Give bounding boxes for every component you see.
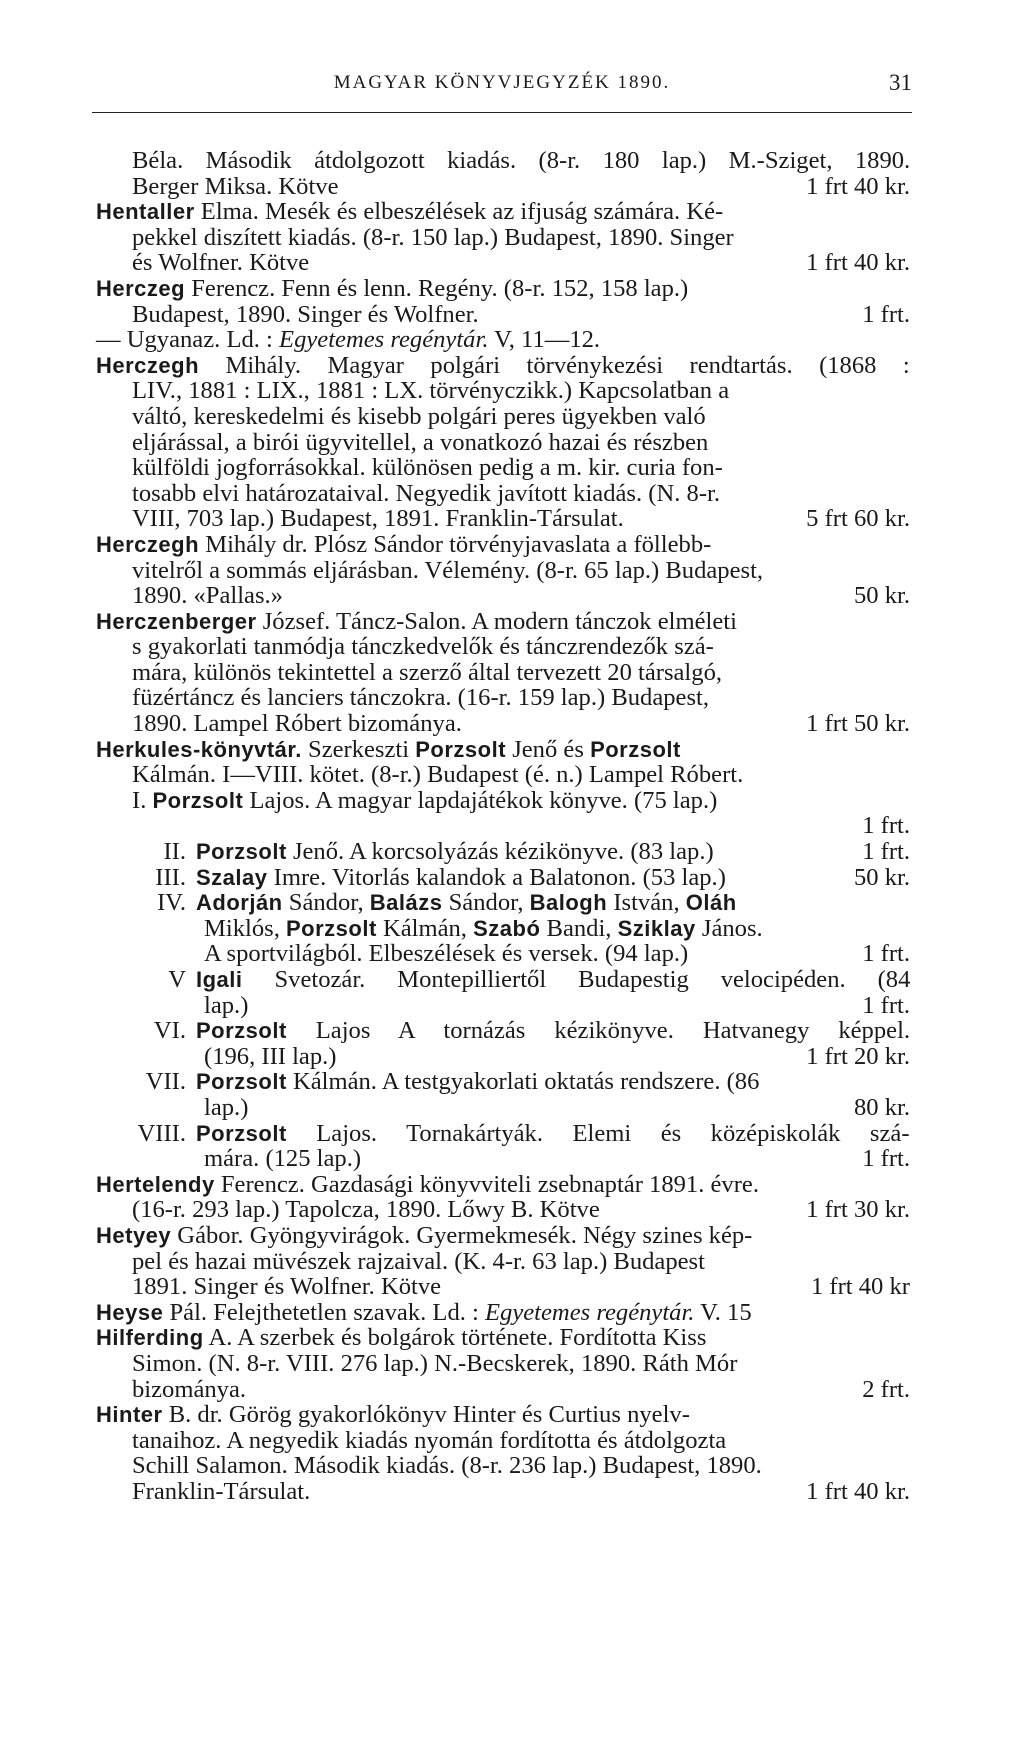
catalogue-line	[96, 1351, 910, 1377]
line-text	[132, 378, 729, 404]
catalogue-line	[96, 327, 910, 353]
line-text	[132, 711, 462, 737]
line-text	[96, 865, 726, 891]
entry-text: A sportvilágból. Elbeszélések és versek. (94 lap.)	[204, 940, 689, 968]
catalogue-line	[96, 506, 910, 532]
line-text	[132, 788, 717, 814]
catalogue-line	[96, 276, 910, 302]
line-text	[204, 1146, 361, 1172]
line-text	[132, 404, 706, 430]
entry-text: V. 15	[694, 1298, 752, 1326]
catalogue-line	[96, 916, 910, 942]
author-headword: Herczeg	[96, 275, 186, 301]
entry-text: Jenő és	[506, 735, 591, 763]
page-number: 31	[889, 70, 912, 95]
line-text	[132, 225, 734, 251]
entry-text: Imre. Vitorlás kalandok a Balatonon. (53 lap.)	[267, 863, 726, 891]
running-head	[92, 72, 912, 106]
catalogue-line	[96, 1479, 910, 1505]
catalogue-line	[96, 865, 910, 891]
catalogue-line	[96, 1069, 910, 1095]
author-headword: Heyse	[96, 1299, 164, 1325]
line-text	[132, 481, 720, 507]
line-text	[96, 609, 737, 635]
line-text	[132, 1197, 600, 1223]
volume-number: VI.	[153, 1017, 186, 1045]
entry-text: Lajos. Tornakártyák. Elemi és középiskolák szá-	[286, 1119, 910, 1147]
volume-number: II.	[163, 838, 186, 866]
catalogue-line	[96, 788, 910, 814]
author-headword: Hentaller	[96, 199, 195, 225]
entry-text: Schill Salamon. Második kiadás. (8-r. 236 lap.) Budapest, 1890.	[132, 1452, 762, 1480]
catalogue-line	[96, 353, 910, 379]
author-headword: Porzsolt	[152, 787, 244, 813]
line-text	[132, 148, 910, 174]
entry-text: Svetozár. Montepilliertől Budapestig velocipéden. (84	[242, 966, 911, 993]
entry-text: lap.)	[204, 991, 249, 1019]
entry-text: Simon. (N. 8-r. VIII. 276 lap.) N.-Becskerek, 1890. Ráth Mór	[132, 1349, 738, 1377]
catalogue-line	[96, 941, 910, 967]
entry-text: bizománya.	[132, 1375, 247, 1403]
entry-text: Miklós,	[204, 914, 286, 942]
entry-text: — Ugyanaz. Ld. :	[96, 326, 280, 354]
catalogue-line	[96, 1402, 910, 1428]
entry-text: Sándor,	[282, 889, 370, 917]
entry-text: mára. (125 lap.)	[204, 1145, 362, 1173]
catalogue-line	[96, 1018, 910, 1044]
volume-number: V	[168, 966, 186, 993]
price: 1 frt 50 kr.	[806, 710, 910, 738]
catalogue-line	[96, 1377, 910, 1403]
price: 1 frt.	[862, 838, 910, 866]
volume-number: IV.	[157, 889, 186, 917]
catalogue-entries	[96, 148, 910, 1504]
author-headword: Porzsolt	[590, 736, 681, 762]
catalogue-line	[96, 762, 910, 788]
entry-text: Pál. Felejthetetlen szavak. Ld. :	[163, 1298, 486, 1326]
catalogue-line	[96, 1121, 910, 1147]
catalogue-line	[96, 1274, 910, 1300]
author-headword: Balázs	[369, 890, 443, 916]
line-text	[132, 455, 723, 481]
author-headword: Hetyey	[96, 1222, 172, 1248]
catalogue-line	[96, 455, 910, 481]
author-headword: Hertelendy	[96, 1171, 215, 1197]
price: 1 frt 40 kr.	[806, 1477, 910, 1505]
catalogue-line	[96, 558, 910, 584]
line-text	[96, 1172, 759, 1198]
line-text	[96, 199, 723, 225]
entry-text: füzértáncz és lanciers tánczokra. (16-r. 159 lap.) Budapest,	[132, 684, 710, 712]
price: 1 frt.	[862, 812, 910, 840]
line-text	[96, 1223, 752, 1249]
author-headword: Porzsolt	[286, 915, 377, 941]
catalogue-line	[96, 1197, 910, 1223]
author-headword: Porzsolt	[196, 1069, 287, 1095]
author-headword: Szalay	[196, 864, 268, 890]
line-text	[96, 327, 600, 353]
author-headword: Szabó	[473, 915, 541, 941]
catalogue-line	[96, 993, 910, 1019]
catalogue-line	[96, 174, 910, 200]
catalogue-line	[96, 1249, 910, 1275]
price: 1 frt.	[862, 991, 910, 1019]
author-headword: Hilferding	[96, 1325, 204, 1351]
entry-text: Franklin-Társulat.	[132, 1477, 311, 1505]
line-text	[96, 839, 714, 865]
line-text	[96, 1300, 752, 1326]
entry-text: 1890. Lampel Róbert bizománya.	[132, 710, 462, 738]
entry-text: és Wolfner. Kötve	[132, 249, 310, 277]
line-text	[132, 1274, 441, 1300]
entry-text: Elma. Mesék és elbeszélések az ifjuság számára. Ké-	[194, 198, 724, 226]
line-text	[204, 1095, 248, 1121]
catalogue-line	[96, 1428, 910, 1454]
price: 1 frt 40 kr	[810, 1273, 910, 1301]
price: 1 frt 40 kr.	[806, 249, 910, 277]
line-text	[204, 1044, 336, 1070]
author-headword: Oláh	[685, 890, 737, 916]
author-headword: Porzsolt	[196, 1120, 287, 1146]
series-title: Egyetemes regénytár.	[485, 1298, 695, 1326]
catalogue-line	[96, 967, 910, 993]
catalogue-line	[96, 532, 910, 558]
author-headword: Herkules-könyvtár.	[96, 736, 302, 762]
catalogue-line	[96, 1172, 910, 1198]
catalogue-line	[96, 1325, 910, 1351]
entry-text: V, 11—12.	[488, 326, 601, 354]
line-text	[96, 1325, 706, 1351]
author-headword: Herczegh	[96, 531, 200, 557]
catalogue-line	[96, 148, 910, 174]
entry-text: I.	[132, 786, 153, 814]
catalogue-line	[96, 1453, 910, 1479]
catalogue-line	[96, 583, 910, 609]
line-text	[96, 1402, 690, 1428]
entry-text: (196, III lap.)	[204, 1042, 337, 1070]
entry-text: Béla. Második átdolgozott kiadás. (8-r. 180 lap.) M.-Sziget, 1890.	[132, 147, 911, 174]
author-headword: Herczenberger	[96, 608, 257, 634]
entry-text: eljárással, a birói ügyvitellel, a vonatkozó hazai és részben	[132, 428, 709, 456]
series-title: Egyetemes regénytár.	[279, 326, 489, 354]
author-headword: Porzsolt	[196, 1018, 287, 1044]
line-text	[132, 1351, 737, 1377]
entry-text: Budapest, 1890. Singer és Wolfner.	[132, 300, 479, 328]
author-headword: Adorján	[196, 890, 283, 916]
entry-text: pekkel diszített kiadás. (8-r. 150 lap.) Budapest, 1890. Singer	[132, 223, 734, 251]
entry-text: Sándor,	[442, 889, 530, 917]
entry-text: B. dr. Görög gyakorlókönyv Hinter és Curtius nyelv-	[162, 1401, 690, 1429]
line-text	[132, 250, 309, 276]
catalogue-line	[96, 1095, 910, 1121]
line-text	[132, 660, 722, 686]
line-text	[132, 558, 763, 584]
line-text	[96, 967, 910, 993]
catalogue-line	[96, 302, 910, 328]
author-headword: Herczegh	[96, 352, 200, 378]
entry-text: 1890. «Pallas.»	[132, 582, 283, 610]
entry-text: tanaihoz. A negyedik kiadás nyomán fordította és átdolgozta	[132, 1426, 727, 1454]
price: 1 frt 30 kr.	[806, 1196, 910, 1224]
author-headword: Igali	[196, 967, 243, 992]
price: 50 kr.	[853, 863, 910, 891]
entry-text: vitelről a sommás eljárásban. Vélemény. (8-r. 65 lap.) Budapest,	[132, 556, 764, 584]
line-text	[204, 916, 763, 942]
line-text	[96, 276, 688, 302]
price: 50 kr.	[853, 582, 910, 610]
line-text	[132, 583, 283, 609]
line-text	[132, 174, 339, 200]
line-text	[132, 1377, 246, 1403]
catalogue-line	[96, 711, 910, 737]
line-text	[204, 941, 688, 967]
entry-text: Kálmán. I—VIII. kötet. (8-r.) Budapest (é. n.) Lampel Róbert.	[132, 761, 744, 789]
line-text	[132, 685, 709, 711]
entry-text: s gyakorlati tanmódja tánczkedvelők és tánczrendezők szá-	[132, 633, 714, 661]
header-rule	[92, 112, 912, 113]
line-text	[96, 1121, 910, 1147]
line-text	[96, 1069, 759, 1095]
line-text	[132, 634, 714, 660]
catalogue-line	[96, 250, 910, 276]
catalogue-line	[96, 1300, 910, 1326]
price: 80 kr.	[853, 1093, 910, 1121]
entry-text: 1891. Singer és Wolfner. Kötve	[132, 1273, 442, 1301]
price: 2 frt.	[862, 1375, 910, 1403]
author-headword: Sziklay	[617, 915, 696, 941]
line-text	[132, 430, 708, 456]
entry-text: tosabb elvi határozataival. Negyedik javított kiadás. (N. 8-r.	[132, 479, 721, 507]
line-text	[132, 506, 624, 532]
line-text	[132, 1428, 726, 1454]
entry-text: Lajos. A magyar lapdajátékok könyve. (75 lap.)	[243, 786, 718, 814]
line-text	[204, 993, 248, 1019]
line-text	[96, 353, 910, 379]
price: 5 frt 60 kr.	[806, 505, 910, 533]
catalogue-line	[96, 1044, 910, 1070]
entry-text: Mihály dr. Plósz Sándor törvényjavaslata a föllebb-	[199, 530, 712, 558]
catalogue-line	[96, 813, 910, 839]
volume-number: VII.	[145, 1068, 186, 1096]
price: 1 frt.	[862, 1145, 910, 1173]
running-title: MAGYAR KÖNYVJEGYZÉK 1890.	[333, 72, 671, 93]
entry-text: Bandi,	[540, 914, 618, 942]
entry-text: Ferencz. Fenn és lenn. Regény. (8-r. 152, 158 lap.)	[185, 274, 689, 302]
price: 1 frt 40 kr.	[806, 172, 910, 200]
catalogue-line	[96, 1146, 910, 1172]
line-text	[132, 1453, 762, 1479]
entry-text: Kálmán. A testgyakorlati oktatás rendszere. (86	[286, 1068, 760, 1096]
catalogue-line	[96, 225, 910, 251]
entry-text: Kálmán,	[376, 914, 474, 942]
entry-text: Jenő. A korcsolyázás kézikönyve. (83 lap.)	[286, 838, 714, 866]
entry-text: József. Táncz-Salon. A modern tánczok elméleti	[256, 607, 737, 635]
catalogue-line	[96, 199, 910, 225]
entry-text: Szerkeszti	[301, 735, 416, 763]
catalogue-line	[96, 378, 910, 404]
line-text	[132, 1479, 310, 1505]
entry-text: Ferencz. Gazdasági könyvviteli zsebnaptár 1891. évre.	[214, 1170, 759, 1198]
line-text	[96, 1018, 910, 1044]
catalogue-line	[96, 430, 910, 456]
catalogue-line	[96, 609, 910, 635]
catalogue-line	[96, 685, 910, 711]
entry-text: LIV., 1881 : LIX., 1881 : LX. törvényczikk.) Kapcsolatban a	[132, 377, 730, 405]
catalogue-line	[96, 839, 910, 865]
entry-text: (16-r. 293 lap.) Tapolcza, 1890. Lőwy B. Kötve	[132, 1196, 600, 1224]
line-text	[132, 302, 479, 328]
catalogue-line	[96, 1223, 910, 1249]
catalogue-line	[96, 481, 910, 507]
volume-number: III.	[155, 863, 186, 891]
line-text	[96, 890, 737, 916]
price: 1 frt 20 kr.	[806, 1042, 910, 1070]
line-text	[96, 532, 711, 558]
line-text	[96, 737, 681, 763]
price: 1 frt.	[862, 940, 910, 968]
catalogue-line	[96, 660, 910, 686]
entry-text: külföldi jogforrásokkal. különösen pedig a m. kir. curia fon-	[132, 454, 723, 482]
catalogue-line	[96, 404, 910, 430]
author-headword: Porzsolt	[196, 839, 287, 865]
entry-text: VIII, 703 lap.) Budapest, 1891. Franklin-Társulat.	[132, 505, 624, 533]
entry-text: mára, különös tekintettel a szerző által tervezett 20 társalgó,	[132, 658, 723, 686]
entry-text: A. A szerbek és bolgárok története. Fordította Kiss	[203, 1324, 707, 1352]
entry-text: Gábor. Gyöngyvirágok. Gyermekmesék. Négy szines kép-	[171, 1221, 753, 1249]
author-headword: Balogh	[529, 890, 608, 916]
line-text	[132, 762, 743, 788]
volume-number: VIII.	[137, 1119, 186, 1147]
entry-text: Lajos A tornázás kézikönyve. Hatvanegy képpel.	[286, 1017, 911, 1045]
entry-text: István,	[607, 889, 686, 917]
line-text	[132, 1249, 705, 1275]
entry-text: Berger Miksa. Kötve	[132, 172, 339, 200]
entry-text: Mihály. Magyar polgári törvénykezési rendtartás. (1868 :	[199, 351, 910, 379]
entry-text: pel és hazai müvészek rajzaival. (K. 4-r. 63 lap.) Budapest	[132, 1247, 705, 1275]
author-headword: Hinter	[96, 1402, 163, 1428]
entry-text: váltó, kereskedelmi és kisebb polgári peres ügyekben való	[132, 402, 706, 430]
entry-text: János.	[695, 914, 763, 942]
author-headword: Porzsolt	[415, 736, 507, 762]
entry-text: lap.)	[204, 1093, 249, 1121]
catalogue-line	[96, 737, 910, 763]
catalogue-line	[96, 890, 910, 916]
catalogue-line	[96, 634, 910, 660]
price: 1 frt.	[862, 300, 910, 328]
